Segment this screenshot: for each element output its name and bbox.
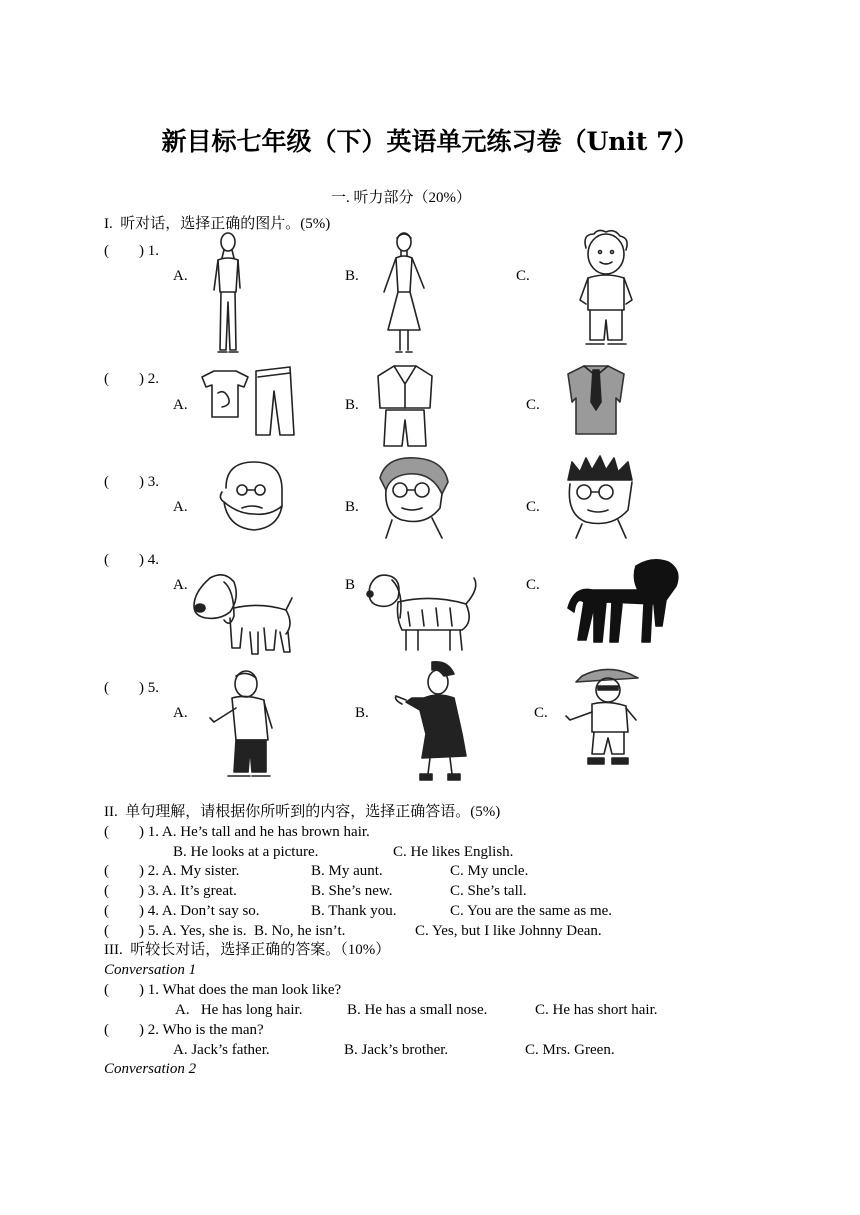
p3-q1: ( ) 1. What does the man look like? [104,982,342,998]
p2-q4-c: C. You are the same as me. [450,903,613,919]
p3-q2-c: C. Mrs. Green. [525,1042,615,1058]
part2-heading: II. 单句理解，请根据你所听到的内容，选择正确答语。(5%) [104,804,501,820]
black-dog-icon [566,556,684,652]
conversation-2-title: Conversation 2 [104,1061,197,1077]
floppy-ear-dog-icon [190,568,302,660]
p2-q2: ( ) 2. A. My sister. [104,863,240,879]
p2-q1: ( ) 1. A. He’s tall and he has brown hair. [104,824,370,840]
conversation-1-title: Conversation 1 [104,962,197,978]
p3-q1-b: B. He has a small nose. [347,1002,488,1018]
woman-in-black-icon [392,660,474,782]
q1-option-b: B. [345,268,359,284]
p2-q1-c: C. He likes English. [393,844,514,860]
q2-option-b: B. [345,397,359,413]
shirt-and-tie-icon [560,362,632,438]
old-man-icon [206,668,278,782]
p3-q1-c: C. He has short hair. [535,1002,658,1018]
p2-q3: ( ) 3. A. It’s great. [104,883,237,899]
q4-option-b: B [345,577,356,593]
part1-heading: I. 听对话，选择正确的图片。(5%) [104,216,331,232]
q5-option-b: B. [355,705,369,721]
q1-label: ( ) 1. [104,243,159,259]
p3-q2-a: A. Jack’s father. [173,1042,270,1058]
q2-option-a: A. [173,397,188,413]
part3-heading: III. 听较长对话，选择正确的答案。（10%） [104,942,391,958]
long-hair-dog-icon [362,568,486,654]
curly-boy-icon [572,228,640,348]
section-heading: 一. 听力部分（20%） [331,190,471,206]
q3-option-c: C. [526,499,540,515]
p2-q3-b: B. She’s new. [311,883,393,899]
p2-q5: ( ) 5. A. Yes, she is. B. No, he isn’t. [104,923,346,939]
q3-label: ( ) 3. [104,474,159,490]
q2-label: ( ) 2. [104,371,159,387]
woman-in-dress-icon [372,230,436,358]
bald-bearded-man-icon [212,458,292,534]
p3-q2-b: B. Jack’s brother. [344,1042,449,1058]
q4-label: ( ) 4. [104,552,159,568]
q5-option-a: A. [173,705,188,721]
page-title: 新目标七年级（下）英语单元练习卷（Unit 7） [161,127,699,156]
p2-q4: ( ) 4. A. Don’t say so. [104,903,260,919]
q1-option-c: C. [516,268,530,284]
q5-label: ( ) 5. [104,680,159,696]
q5-option-c: C. [534,705,548,721]
suit-icon [372,362,438,448]
q1-option-a: A. [173,268,188,284]
p2-q5-c: C. Yes, but I like Johnny Dean. [415,923,602,939]
q2-option-c: C. [526,397,540,413]
p2-q4-b: B. Thank you. [311,903,397,919]
p2-q1-b: B. He looks at a picture. [173,844,319,860]
man-with-glasses-icon [372,454,456,538]
p3-q1-a: A. He has long hair. [175,1002,303,1018]
tshirt-and-pants-icon [198,365,302,439]
q3-option-a: A. [173,499,188,515]
p2-q2-c: C. My uncle. [450,863,529,879]
p3-q2: ( ) 2. Who is the man? [104,1022,264,1038]
thin-man-icon [200,230,250,358]
p2-q3-c: C. She’s tall. [450,883,527,899]
q4-option-c: C. [526,577,540,593]
man-with-glasses-spiky-hair-icon [560,454,640,538]
q3-option-b: B. [345,499,359,515]
q4-option-a: A. [173,577,188,593]
p2-q2-b: B. My aunt. [311,863,383,879]
man-with-hat-icon [562,660,652,770]
